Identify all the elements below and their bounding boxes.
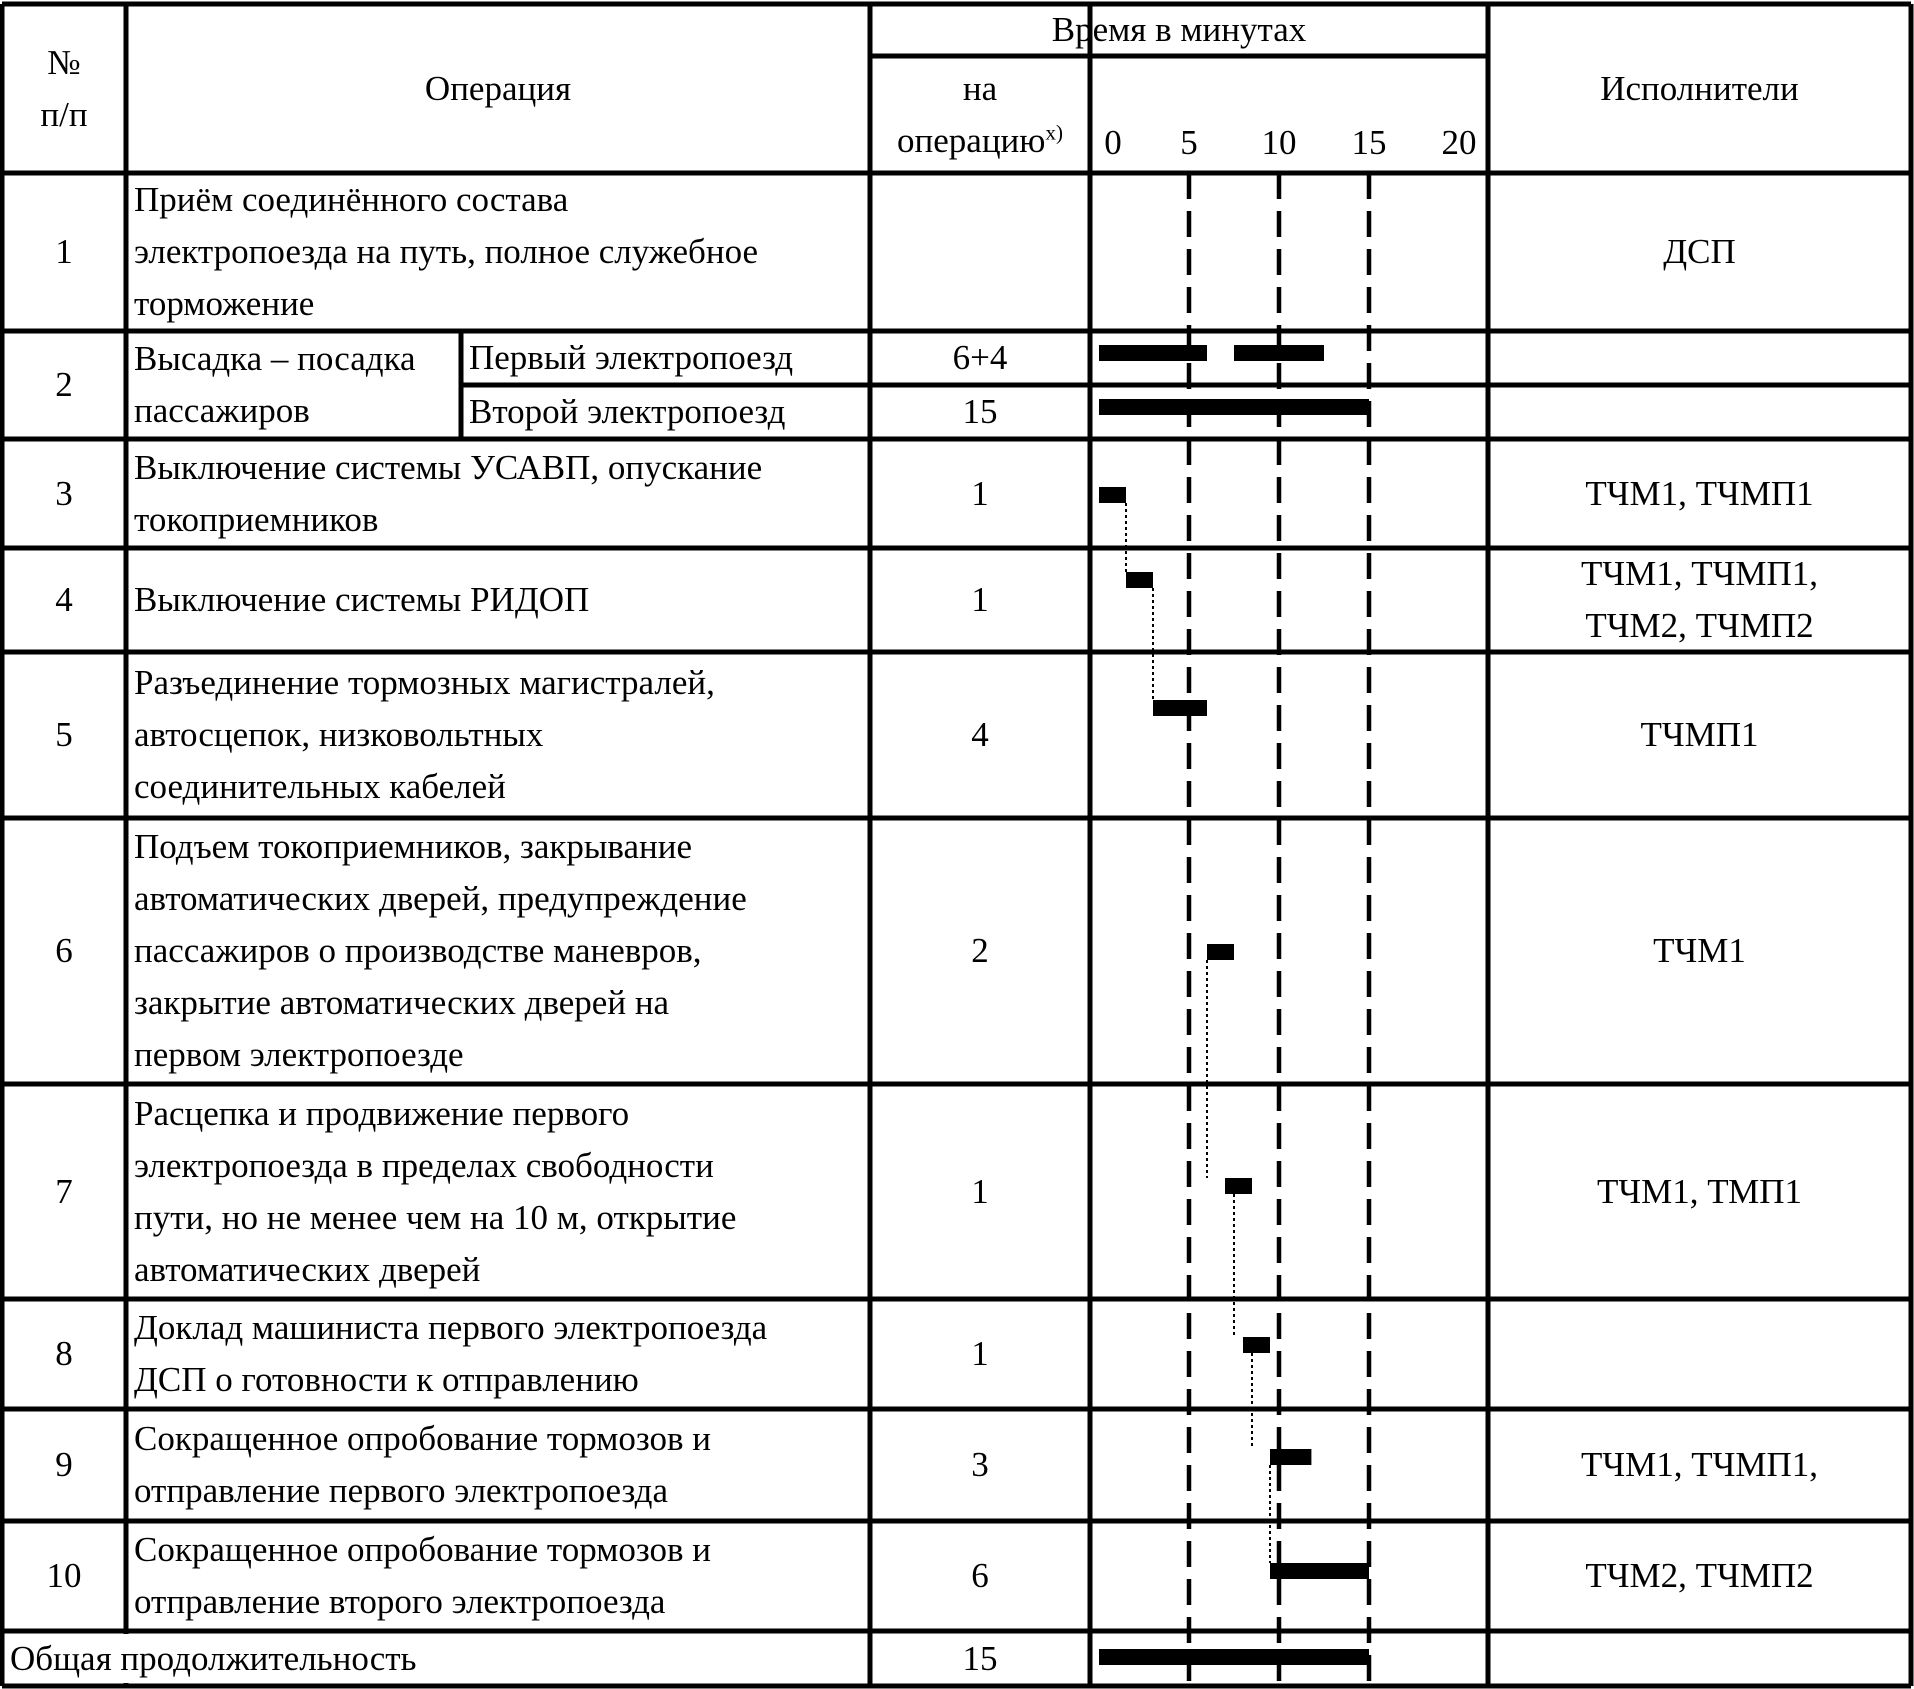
row-number: 6 — [55, 931, 73, 970]
performers-text: ДСП — [1663, 232, 1736, 271]
gantt-bar — [1099, 487, 1126, 503]
gantt-bar — [1126, 572, 1153, 588]
operation-text: Разъединение тормозных магистралей, автосцепок, низковольтных соединительных кабелей — [134, 663, 715, 806]
operation-text: Высадка – посадка пассажиров — [134, 339, 416, 430]
duration-value: 1 — [971, 1171, 989, 1211]
operation-text: Приём соединённого состава электропоезда на путь, полное служебное торможение — [134, 180, 759, 323]
duration-value: 1 — [971, 473, 989, 513]
row-number: 7 — [55, 1171, 73, 1211]
duration-value: 1 — [971, 580, 989, 619]
performers-text: ТЧМ2, ТЧМП2 — [1585, 1556, 1814, 1595]
total-duration: 15 — [962, 1638, 998, 1678]
operation-text: Выключение системы УСАВП, опускание токоприемников — [134, 447, 763, 539]
header-time-group: Время в минутах — [1051, 10, 1307, 49]
row-number: 5 — [55, 715, 73, 754]
operation-text: Сокращенное опробование тормозов и отправление второго электропоезда — [134, 1530, 712, 1621]
header-duration: на операцию$^{x)}$ — [897, 68, 1063, 160]
gantt-bar — [1207, 944, 1234, 960]
row-number: 9 — [55, 1445, 73, 1484]
gantt-bar — [1270, 1449, 1311, 1465]
duration-value: 1 — [971, 1334, 989, 1373]
row-number: 3 — [55, 473, 73, 513]
performers-text: ТЧМ1, ТЧМП1, ТЧМ2, ТЧМП2 — [1580, 554, 1819, 645]
row-number: 2 — [55, 365, 73, 404]
performers-text: ТЧМ1, ТЧМП1 — [1585, 473, 1814, 513]
axis-tick-label: 15 — [1351, 123, 1387, 162]
axis-tick-label: 5 — [1180, 123, 1198, 162]
duration-value: 15 — [962, 392, 998, 431]
performers-text — [1488, 1299, 1911, 1409]
total-bar — [1099, 1649, 1369, 1665]
axis-tick-label: 10 — [1261, 123, 1297, 162]
gantt-bar — [1153, 700, 1207, 716]
operation-text: Подъем токоприемников, закрывание автоматических дверей, предупреждение пассажиров о производстве маневров, закрытие автоматических дверей на первом электропоезде — [134, 827, 747, 1074]
duration-value: 4 — [971, 715, 989, 754]
duration-value: 2 — [971, 931, 989, 970]
duration-value: 3 — [971, 1445, 989, 1484]
gantt-bar — [1225, 1178, 1252, 1194]
performers-text: ТЧМ1 — [1653, 931, 1746, 970]
header-operation: Операция — [424, 68, 572, 108]
sub-operation-label: Второй электропоезд — [469, 392, 786, 431]
header-performers: Исполнители — [1600, 68, 1799, 108]
axis-tick-label: 20 — [1441, 123, 1477, 162]
row-number: 1 — [55, 232, 73, 271]
duration-footnote-mark: x) — [1045, 119, 1063, 144]
performers-text: ТЧМ1, ТЧМП1, — [1580, 1445, 1819, 1484]
performers-text — [1488, 385, 1911, 439]
duration-value — [870, 173, 1090, 331]
performers-text: ТЧМ1, ТМП1 — [1596, 1171, 1803, 1211]
gantt-bar — [1243, 1337, 1270, 1353]
header-number: № п/п — [40, 42, 88, 134]
duration-value: 6+4 — [952, 338, 1008, 377]
gantt-bar — [1099, 399, 1369, 415]
row-number: 8 — [55, 1334, 73, 1373]
row-number: 4 — [55, 580, 73, 619]
operation-text: Доклад машиниста первого электропоезда ДСП о готовности к отправлению — [134, 1308, 768, 1399]
gantt-bar — [1099, 345, 1207, 361]
axis-tick-label: 0 — [1104, 123, 1122, 162]
performers-text: ТЧМП1 — [1640, 715, 1759, 754]
operation-text: Расцепка и продвижение первого электропоезда в пределах свободности пути, но не менее чем на 10 м, открытие автоматических дверей — [134, 1093, 737, 1289]
operation-text: Выключение системы РИДОП — [134, 580, 590, 619]
duration-value: 6 — [971, 1556, 989, 1595]
operation-text: Сокращенное опробование тормозов и отправление первого электропоезда — [134, 1419, 712, 1510]
performers-text — [1488, 331, 1911, 385]
total-label: Общая продолжительность — [10, 1638, 417, 1678]
gantt-bar — [1270, 1563, 1369, 1579]
row-number: 10 — [46, 1556, 82, 1595]
sub-operation-label: Первый электропоезд — [469, 338, 794, 377]
gantt-bar — [1234, 345, 1324, 361]
